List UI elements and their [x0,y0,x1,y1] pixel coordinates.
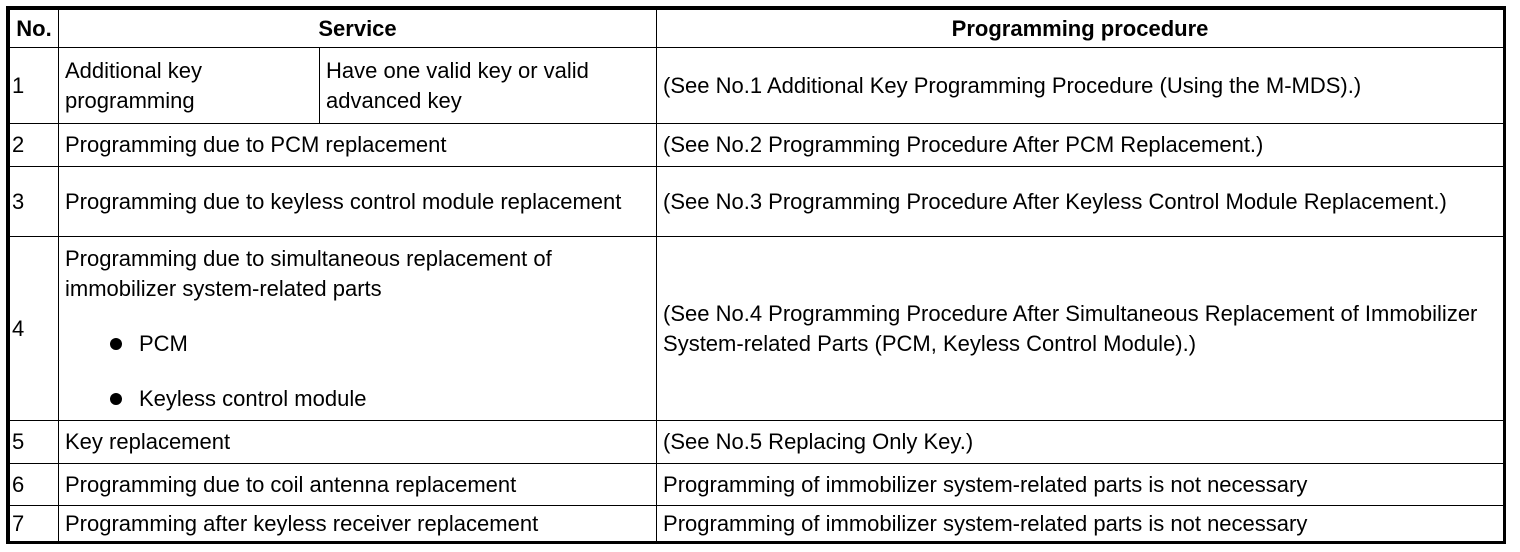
row-number: 5 [10,421,59,464]
row-number: 1 [10,48,59,124]
part-label: Keyless control module [139,385,367,411]
service-cell: Programming due to PCM replacement [59,124,657,167]
procedure-cell: (See No.5 Replacing Only Key.) [657,421,1504,464]
service-cell: Programming due to keyless control module replacement [59,167,657,237]
row-number: 3 [10,167,59,237]
row-number: 4 [10,237,59,421]
service-text: Programming due to simultaneous replacement of immobilizer system-related parts [65,245,552,301]
condition-cell: Have one valid key or valid advanced key [320,48,657,124]
row-number: 2 [10,124,59,167]
procedure-cell: Programming of immobilizer system-related parts is not necessary [657,506,1504,542]
list-item [65,329,650,359]
service-cell [59,237,657,421]
procedure-cell: Programming of immobilizer system-related parts is not necessary [657,464,1504,506]
table-row [10,464,1504,506]
procedure-cell: (See No.3 Programming Procedure After Keyless Control Module Replacement.) [657,167,1504,237]
table-row [10,167,1504,237]
list-item [65,384,650,414]
parts-list [65,329,650,414]
table-header-row [10,10,1504,48]
part-label: PCM [139,330,188,356]
service-cell: Key replacement [59,421,657,464]
service-cell: Programming due to coil antenna replacement [59,464,657,506]
table-row [10,237,1504,421]
header-procedure: Programming procedure [657,10,1504,48]
bullet-icon [110,393,122,405]
row-number: 7 [10,506,59,542]
table-row [10,124,1504,167]
procedure-cell: (See No.4 Programming Procedure After Simultaneous Replacement of Immobilizer System-related Parts (PCM, Keyless Control Module).) [657,237,1504,421]
table-row [10,48,1504,124]
procedure-cell: (See No.2 Programming Procedure After PCM Replacement.) [657,124,1504,167]
service-table-frame [6,6,1506,544]
table-row [10,421,1504,464]
table-row [10,506,1504,542]
service-cell: Additional key programming [59,48,320,124]
header-service: Service [59,10,657,48]
row-number: 6 [10,464,59,506]
programming-service-table [9,9,1504,542]
header-no: No. [10,10,59,48]
procedure-cell: (See No.1 Additional Key Programming Procedure (Using the M-MDS).) [657,48,1504,124]
bullet-icon [110,338,122,350]
service-cell: Programming after keyless receiver replacement [59,506,657,542]
